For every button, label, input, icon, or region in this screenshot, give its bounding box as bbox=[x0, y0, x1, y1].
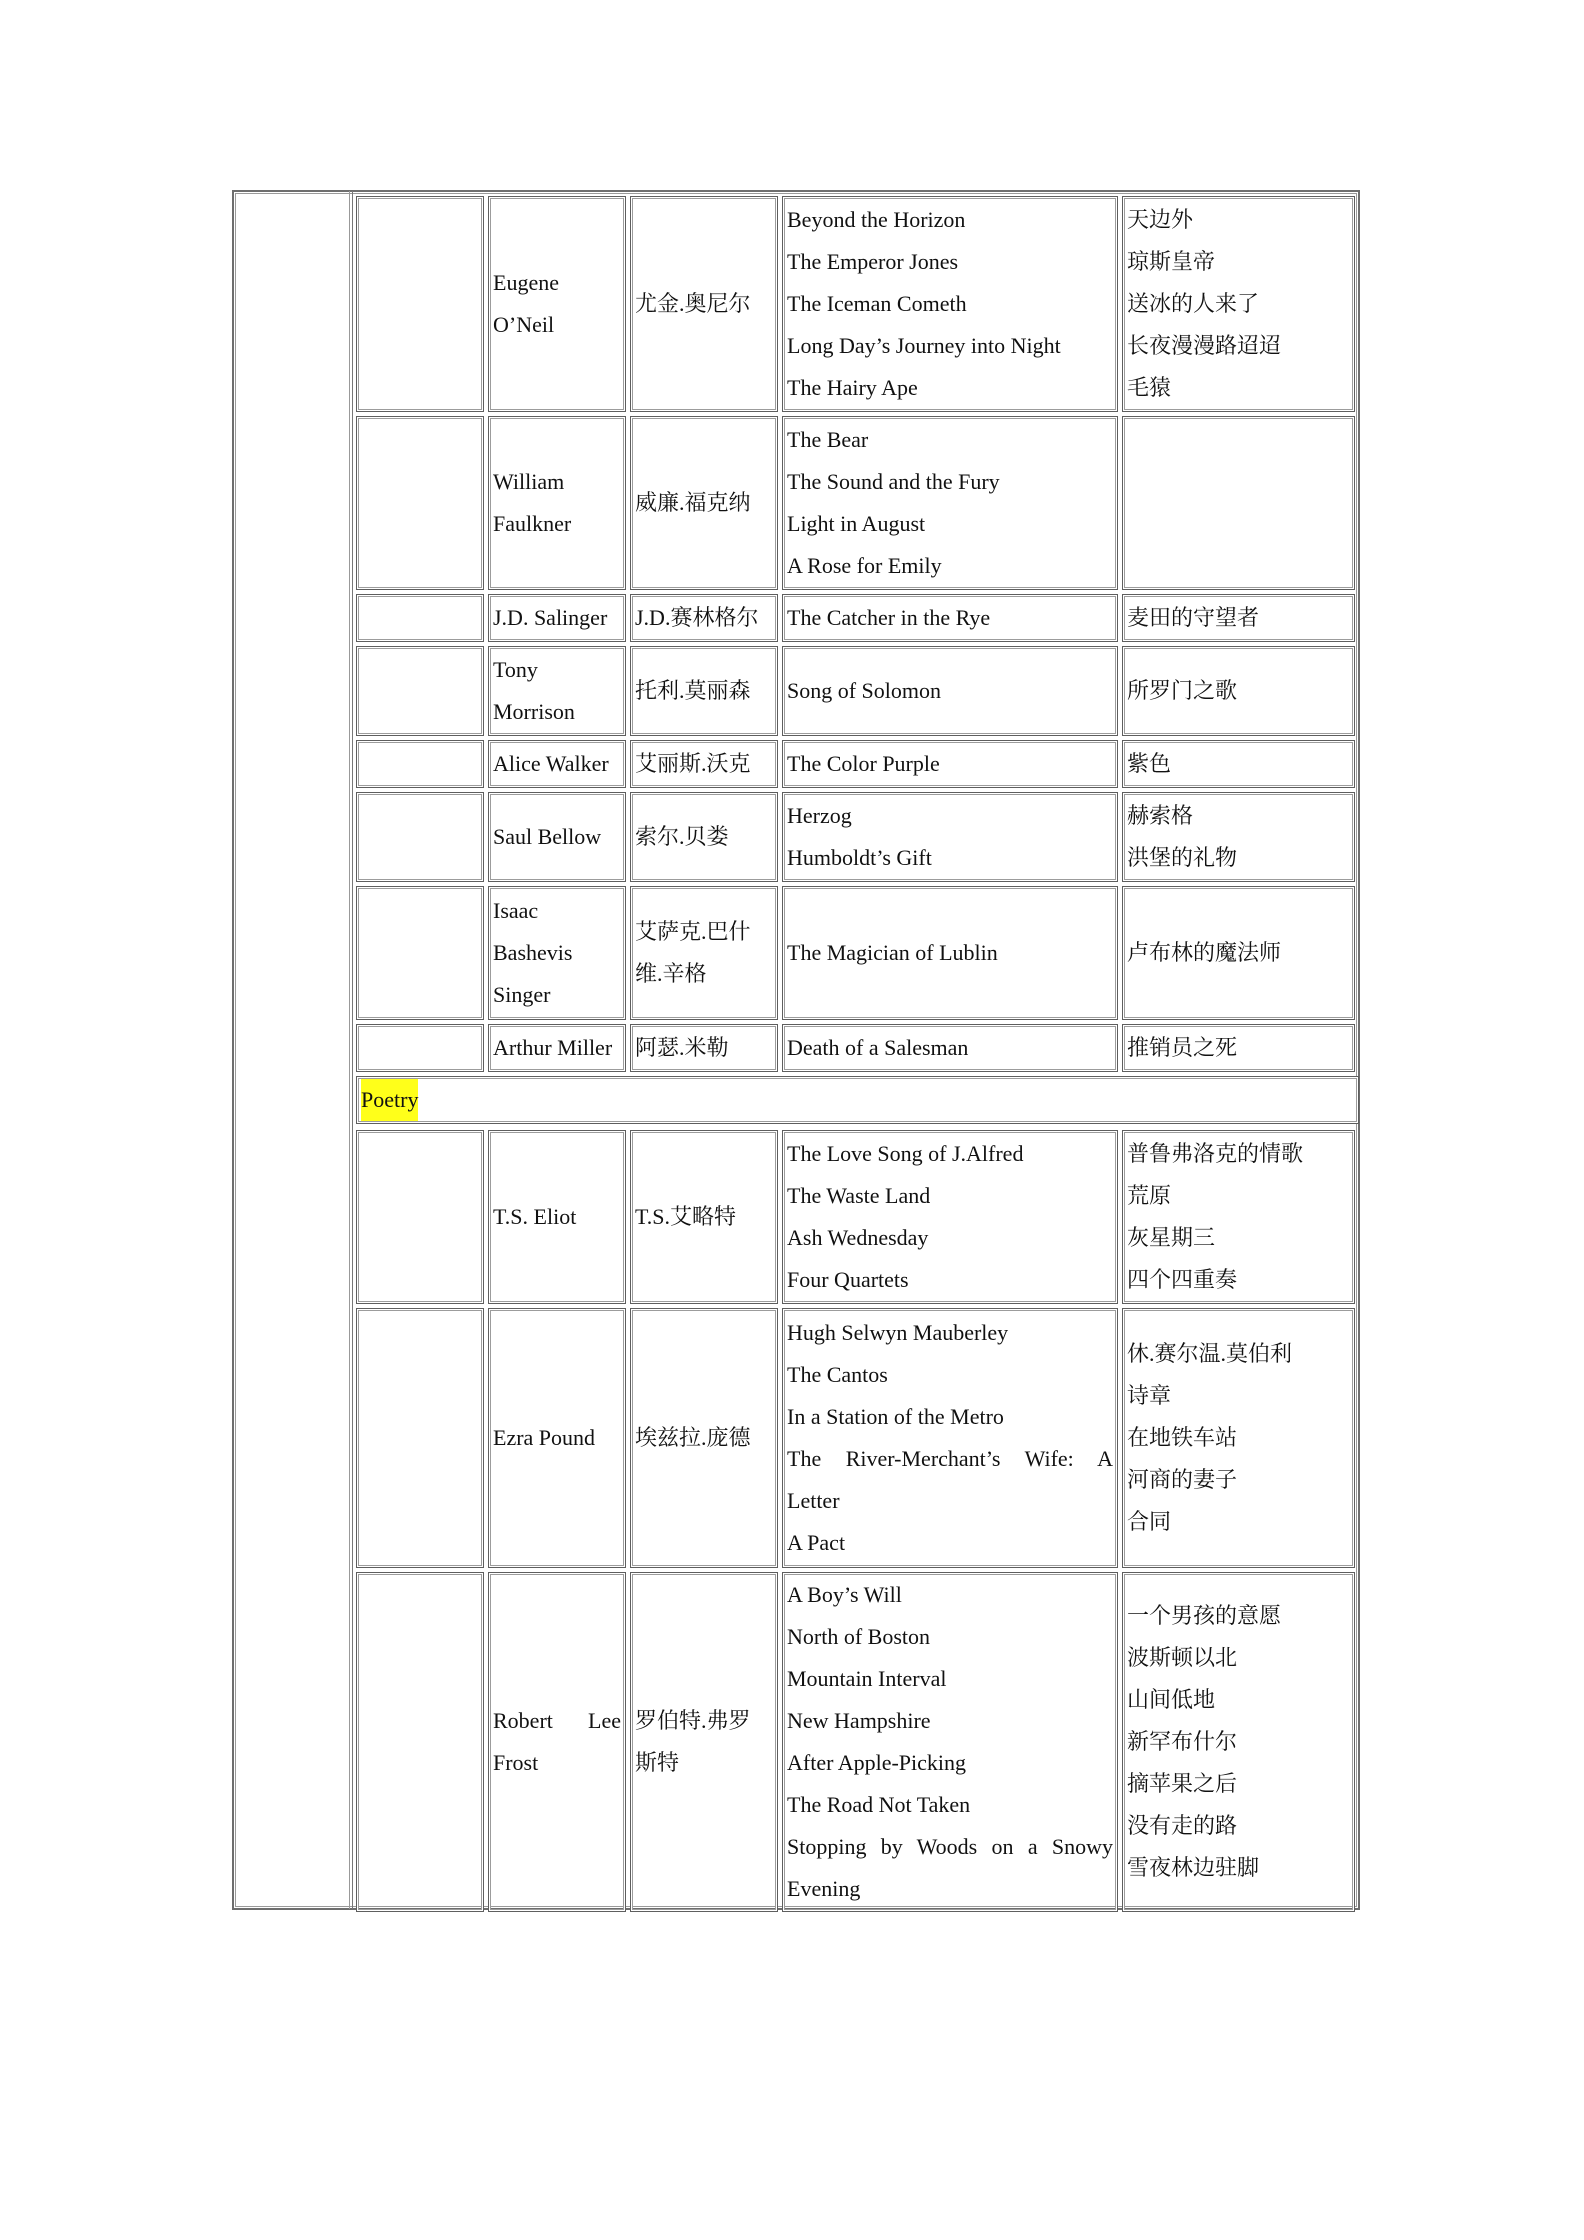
cell-line: 在地铁车站 bbox=[1127, 1425, 1238, 1450]
cell-line: 新罕布什尔 bbox=[1127, 1729, 1238, 1754]
cell-line: J.D.赛林格尔 bbox=[635, 605, 759, 630]
blank-cell bbox=[356, 792, 484, 882]
works-en-cell bbox=[782, 1130, 1118, 1304]
works-zh-cell bbox=[1122, 646, 1355, 736]
works-zh-cell bbox=[1122, 594, 1355, 642]
cell-line: The Catcher in the Rye bbox=[787, 605, 991, 630]
author-en-cell bbox=[488, 740, 626, 788]
author-zh-cell bbox=[630, 196, 778, 412]
cell-line: Stopping by Woods on a Snowy bbox=[787, 1834, 1113, 1859]
cell-line: 雪夜林边驻脚 bbox=[1127, 1855, 1260, 1880]
cell-line: A Boy’s Will bbox=[787, 1582, 902, 1607]
works-zh-cell bbox=[1122, 1308, 1355, 1568]
author-en-cell bbox=[488, 196, 626, 412]
cell-line: 琼斯皇帝 bbox=[1127, 249, 1216, 274]
cell-line: Humboldt’s Gift bbox=[787, 845, 932, 870]
author-en-cell bbox=[488, 1572, 626, 1912]
cell-line: 天边外 bbox=[1127, 207, 1194, 232]
works-en-cell bbox=[782, 886, 1118, 1020]
author-en-cell bbox=[488, 1024, 626, 1072]
cell-line: 洪堡的礼物 bbox=[1127, 845, 1238, 870]
cell-line: Ash Wednesday bbox=[787, 1225, 929, 1250]
author-en-cell bbox=[488, 594, 626, 642]
cell-line: Isaac bbox=[493, 898, 539, 923]
cell-line: Hugh Selwyn Mauberley bbox=[787, 1320, 1009, 1345]
cell-line: Ezra Pound bbox=[493, 1425, 596, 1450]
cell-line: 毛猿 bbox=[1127, 375, 1172, 400]
author-zh-cell bbox=[630, 886, 778, 1020]
works-zh-cell bbox=[1122, 416, 1355, 590]
blank-cell bbox=[356, 416, 484, 590]
blank-cell bbox=[356, 886, 484, 1020]
cell-line: T.S.艾略特 bbox=[635, 1204, 737, 1229]
cell-line: 荒原 bbox=[1127, 1183, 1172, 1208]
works-en-cell bbox=[782, 1572, 1118, 1912]
cell-line: 艾萨克.巴什 bbox=[635, 919, 751, 944]
blank-cell bbox=[356, 594, 484, 642]
cell-line: The Iceman Cometh bbox=[787, 291, 967, 316]
works-en-cell bbox=[782, 1024, 1118, 1072]
section-header-cell bbox=[356, 1076, 1359, 1124]
author-zh-cell bbox=[630, 740, 778, 788]
section-title: Poetry bbox=[361, 1079, 418, 1121]
cell-line: 波斯顿以北 bbox=[1127, 1645, 1238, 1670]
cell-line: Eugene bbox=[493, 270, 559, 295]
cell-line: 合同 bbox=[1127, 1509, 1172, 1534]
cell-line: 摘苹果之后 bbox=[1127, 1771, 1238, 1796]
cell-line: 诗章 bbox=[1127, 1383, 1172, 1408]
cell-line: Robert Lee bbox=[493, 1708, 621, 1733]
cell-line: The Waste Land bbox=[787, 1183, 931, 1208]
author-en-cell bbox=[488, 792, 626, 882]
cell-line: The Color Purple bbox=[787, 751, 940, 776]
cell-line: The Emperor Jones bbox=[787, 249, 959, 274]
blank-cell bbox=[356, 646, 484, 736]
author-zh-cell bbox=[630, 1130, 778, 1304]
cell-line: J.D. Salinger bbox=[493, 605, 608, 630]
cell-line: Long Day’s Journey into Night bbox=[787, 333, 1061, 358]
cell-line: 山间低地 bbox=[1127, 1687, 1216, 1712]
cell-line: Arthur Miller bbox=[493, 1035, 613, 1060]
cell-line: 灰星期三 bbox=[1127, 1225, 1216, 1250]
cell-line: Bashevis bbox=[493, 940, 573, 965]
cell-line: 威廉.福克纳 bbox=[635, 490, 751, 515]
cell-line: 斯特 bbox=[635, 1750, 680, 1775]
author-en-cell bbox=[488, 416, 626, 590]
author-zh-cell bbox=[630, 594, 778, 642]
author-zh-cell bbox=[630, 646, 778, 736]
cell-line: Light in August bbox=[787, 511, 926, 536]
cell-line: 长夜漫漫路迢迢 bbox=[1127, 333, 1282, 358]
cell-line: Mountain Interval bbox=[787, 1666, 947, 1691]
category-column bbox=[233, 191, 353, 1909]
cell-line: 索尔.贝娄 bbox=[635, 824, 729, 849]
cell-line: 紫色 bbox=[1127, 751, 1172, 776]
works-en-cell bbox=[782, 1308, 1118, 1568]
works-en-cell bbox=[782, 646, 1118, 736]
works-en-cell bbox=[782, 416, 1118, 590]
cell-line: 没有走的路 bbox=[1127, 1813, 1238, 1838]
cell-line: Herzog bbox=[787, 803, 852, 828]
cell-line: 埃兹拉.庞德 bbox=[635, 1425, 751, 1450]
cell-line: William bbox=[493, 469, 565, 494]
cell-line: 所罗门之歌 bbox=[1127, 678, 1238, 703]
cell-line: Four Quartets bbox=[787, 1267, 909, 1292]
cell-line: After Apple-Picking bbox=[787, 1750, 967, 1775]
author-zh-cell bbox=[630, 792, 778, 882]
works-en-cell bbox=[782, 594, 1118, 642]
works-zh-cell bbox=[1122, 196, 1355, 412]
cell-line: 赫索格 bbox=[1127, 803, 1194, 828]
cell-line: Saul Bellow bbox=[493, 824, 602, 849]
works-zh-cell bbox=[1122, 792, 1355, 882]
author-en-cell bbox=[488, 886, 626, 1020]
cell-line: Alice Walker bbox=[493, 751, 609, 776]
works-en-cell bbox=[782, 740, 1118, 788]
author-en-cell bbox=[488, 1130, 626, 1304]
cell-line: Evening bbox=[787, 1876, 861, 1901]
works-zh-cell bbox=[1122, 740, 1355, 788]
author-zh-cell bbox=[630, 1308, 778, 1568]
cell-line: 送冰的人来了 bbox=[1127, 291, 1260, 316]
author-zh-cell bbox=[630, 1024, 778, 1072]
cell-line: The Love Song of J.Alfred bbox=[787, 1141, 1024, 1166]
cell-line: 麦田的守望者 bbox=[1127, 605, 1260, 630]
cell-line: 卢布林的魔法师 bbox=[1127, 940, 1282, 965]
cell-line: Death of a Salesman bbox=[787, 1035, 969, 1060]
cell-line: 罗伯特.弗罗 bbox=[635, 1708, 751, 1733]
blank-cell bbox=[356, 740, 484, 788]
cell-line: New Hampshire bbox=[787, 1708, 931, 1733]
cell-line: 艾丽斯.沃克 bbox=[635, 751, 751, 776]
works-zh-cell bbox=[1122, 1572, 1355, 1912]
cell-line: The River-Merchant’s Wife: A bbox=[787, 1446, 1113, 1471]
cell-line: Frost bbox=[493, 1750, 539, 1775]
cell-line: The Magician of Lublin bbox=[787, 940, 998, 965]
cell-line: 一个男孩的意愿 bbox=[1127, 1603, 1282, 1628]
cell-line: Letter bbox=[787, 1488, 840, 1513]
cell-line: The Hairy Ape bbox=[787, 375, 918, 400]
cell-line: In a Station of the Metro bbox=[787, 1404, 1004, 1429]
cell-line: 托利.莫丽森 bbox=[635, 678, 751, 703]
cell-line: Song of Solomon bbox=[787, 678, 942, 703]
blank-cell bbox=[356, 1024, 484, 1072]
works-en-cell bbox=[782, 196, 1118, 412]
cell-line: O’Neil bbox=[493, 312, 555, 337]
cell-line: The Bear bbox=[787, 427, 869, 452]
cell-line: 尤金.奥尼尔 bbox=[635, 291, 751, 316]
author-zh-cell bbox=[630, 416, 778, 590]
works-zh-cell bbox=[1122, 1024, 1355, 1072]
cell-line: The Road Not Taken bbox=[787, 1792, 971, 1817]
cell-line: 阿瑟.米勒 bbox=[635, 1035, 729, 1060]
cell-line: Tony bbox=[493, 657, 538, 682]
cell-line: Faulkner bbox=[493, 511, 572, 536]
cell-line: North of Boston bbox=[787, 1624, 930, 1649]
cell-line: Singer bbox=[493, 982, 551, 1007]
blank-cell bbox=[356, 1308, 484, 1568]
cell-line: 四个四重奏 bbox=[1127, 1267, 1238, 1292]
cell-line: Beyond the Horizon bbox=[787, 207, 966, 232]
cell-line: 维.辛格 bbox=[635, 961, 707, 986]
author-zh-cell bbox=[630, 1572, 778, 1912]
works-zh-cell bbox=[1122, 886, 1355, 1020]
cell-line: A Rose for Emily bbox=[787, 553, 942, 578]
cell-line: 休.赛尔温.莫伯利 bbox=[1127, 1341, 1293, 1366]
cell-line: 普鲁弗洛克的情歌 bbox=[1127, 1141, 1304, 1166]
author-en-cell bbox=[488, 1308, 626, 1568]
cell-line: The Sound and the Fury bbox=[787, 469, 1000, 494]
cell-line: Morrison bbox=[493, 699, 575, 724]
blank-cell bbox=[356, 196, 484, 412]
cell-line: A Pact bbox=[787, 1530, 846, 1555]
cell-line: T.S. Eliot bbox=[493, 1204, 577, 1229]
cell-line: 河商的妻子 bbox=[1127, 1467, 1238, 1492]
works-zh-cell bbox=[1122, 1130, 1355, 1304]
blank-cell bbox=[356, 1130, 484, 1304]
cell-line: The Cantos bbox=[787, 1362, 888, 1387]
author-en-cell bbox=[488, 646, 626, 736]
blank-cell bbox=[356, 1572, 484, 1912]
cell-line: 推销员之死 bbox=[1127, 1035, 1238, 1060]
works-en-cell bbox=[782, 792, 1118, 882]
